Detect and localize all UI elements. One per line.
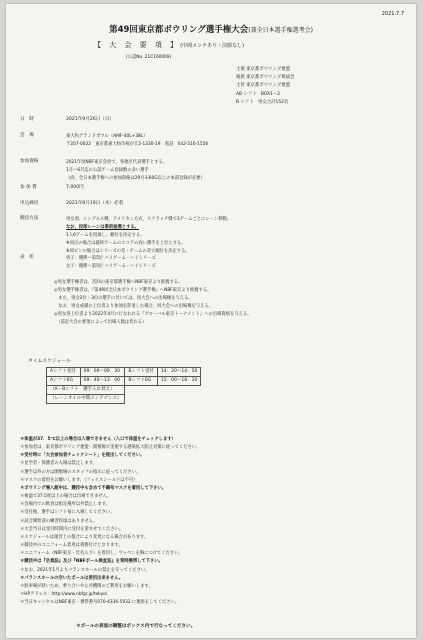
publication-number: (公認No. 21C160009) xyxy=(126,55,172,60)
value-method xyxy=(66,216,231,256)
schedule-cell: Aシフト6G xyxy=(47,377,81,386)
recommendation-line: ◎男女選手権者は、次回の東京都選手権へNBF東京より推薦する。 xyxy=(54,280,183,285)
value-awards xyxy=(66,255,156,271)
time-schedule-table xyxy=(46,367,201,404)
note-line: ＊競技中のユニフォーム着用は義務付けとなります。 xyxy=(20,543,123,549)
schedule-empty xyxy=(125,386,201,395)
schedule-cell: 15：00～18：20 xyxy=(157,377,200,386)
label-deadline: 申込締切 xyxy=(20,201,39,206)
label-date: 日 時 xyxy=(20,117,34,122)
document-title xyxy=(6,25,416,36)
subtitle xyxy=(94,41,244,50)
value-deadline: 2021年8月19日（木）必着 xyxy=(66,201,124,206)
organizers xyxy=(236,66,294,107)
method-line: 男女別、シングルス戦、アメリカン方式、スクラッチ戦で3ゲームごとにレーン移動。 xyxy=(66,217,232,222)
note-line: ＊パランスホールの空いたボールは使用出来ません。 xyxy=(20,575,124,581)
schedule-cell: Aシフト受付 xyxy=(47,368,81,377)
notes-list xyxy=(20,436,200,607)
organizer-line: 後援 東京都ボウリング場協会 xyxy=(236,75,295,81)
note-line: ＊当日キャンセルはNBF東京・携帯番号070-4336-5932 に連絡をしてください。 xyxy=(20,600,180,606)
schedule-row xyxy=(47,395,201,404)
note-line: ＊会場内での飲食は指定場所以外禁止します。 xyxy=(20,502,110,508)
note-line: ＊スケジュールは運営上の都合により変更になる場合があります。 xyxy=(20,534,149,540)
schedule-cell: （レーンオイル中間メンテナンス） xyxy=(47,395,125,404)
organizer-line: 主管 東京都ボウリング連盟 xyxy=(236,83,290,89)
recommendation-line: ◎男女各上位者より2022年4月に行なわれる『グローバル東京トーナメント』への出場資格を与える。 xyxy=(54,312,252,317)
organizer-line: AB シフト BOX1～2 xyxy=(236,91,281,97)
venue-line: 〒207-0022 東京都東大和市桜が丘2-1330-19 電話 042-516-1556 xyxy=(66,142,209,147)
recommendation-line: また、男女2位・3位の選手に付いては、同大会への出場権を与える。 xyxy=(54,296,193,301)
note-line: ＊HPアドレス：http://www.nbfgr.jp/tokyo/ xyxy=(20,591,108,597)
value-eligibility xyxy=(66,159,205,183)
note-line: ＊選手以外の方は開催場のスタッフの指示に従ってください。 xyxy=(20,469,141,475)
recommendation-line: なお、男女成績の上位者より参加を辞退した場合、同大会への出場権を与える。 xyxy=(54,304,213,309)
value-fee: 7,000円 xyxy=(66,185,84,190)
note-line: ＊検温で37.5度以上の場合は出場できません。 xyxy=(20,494,112,500)
recommendation-line: ◎男女選手権者は、『第49回全日本ボウリング選手権』へNBF東京より推薦する。 xyxy=(54,288,212,293)
note-line: ＊体温が37．5℃以上の場合は入場できません（入口で体温をチェックします） xyxy=(20,437,176,442)
document-page xyxy=(6,4,416,638)
venue-line: 東大和グランドボウル（AMF-40L+38L） xyxy=(66,134,148,139)
note-line: ＊マスクの着用をお願いします。（フェイスシールドは不可） xyxy=(20,477,138,483)
note-line: ＊受付時に「大会参加者チェックシート」を提出してください。 xyxy=(20,453,145,459)
label-fee: 参 加 費 xyxy=(20,185,37,190)
schedule-row xyxy=(47,386,201,395)
closing-note: ＊ボールの表面の調整はボックス内で行なってください。 xyxy=(76,624,196,629)
eligibility-line: 2021年度NBF東京会員で、各地区代表選手とする。 xyxy=(66,160,168,165)
label-method: 競技方法 xyxy=(20,216,39,221)
label-awards: 表 彰 xyxy=(20,255,34,260)
organizer-line: B シフト 男女合計152名 xyxy=(236,99,289,105)
schedule-heading: タイムスケジュール xyxy=(28,359,71,364)
note-line: ＊駐車場が狭いため、乗り合いや公共機関のご利用をお願いします。 xyxy=(20,583,153,589)
note-line: ＊受付後、選手はシフト毎に入場してください。 xyxy=(20,510,115,516)
label-venue: 会 場 xyxy=(20,133,34,138)
note-line: ＊試合開始前の練習投球はありません。 xyxy=(20,518,98,524)
title-note: (兼全日本選手権選考会) xyxy=(248,27,313,34)
note-line: ＊競技中は『会員証』及び『NBFボール検査証』を常時携帯して下さい。 xyxy=(20,559,163,565)
organizer-line: 主催 東京都ボウリング連盟 xyxy=(236,67,290,72)
title-main: 第49回東京都ボウリング選手権大会 xyxy=(109,25,249,35)
subtitle-note: (中間メンテあり・決勝なし) xyxy=(180,43,245,49)
note-line: ＊ボウリング場入館中は、競技中も含めて不織布マスクを着用して下さい。 xyxy=(20,485,167,491)
awards-line: 女子：優勝～第5位 ハイゲーム・ハイシリーズ xyxy=(66,264,156,269)
schedule-cell: 09：00～09：30 xyxy=(80,368,125,377)
subtitle-main: 【 大 会 要 項 】 xyxy=(94,41,181,49)
value-date: 2021年9月26日（日） xyxy=(66,117,115,122)
recommendation-notes xyxy=(54,279,252,327)
method-line: なお、投球レーンは事前抽選とする。 xyxy=(66,225,139,230)
note-line: ＊大会当日は受付時間内に受付を済ませてください。 xyxy=(20,526,124,532)
method-line: ※同点の場合は最終ゲームのスコアの高い選手を上位とする。 xyxy=(66,241,186,246)
label-eligibility: 参加資格 xyxy=(20,159,39,164)
schedule-cell: Bシフト6G xyxy=(125,377,158,386)
note-line: ＊見学者・保護者の入場は禁止します。 xyxy=(20,461,97,467)
method-line: 1人6ゲームを投球し、順位を決定する。 xyxy=(66,233,145,238)
recommendation-line: （前記大会の要項によって出場人数は変わる） xyxy=(54,320,147,325)
document-date: 2021.7.7 xyxy=(381,11,404,17)
schedule-empty xyxy=(125,395,201,404)
schedule-cell: 09：40～13：00 xyxy=(80,377,125,386)
schedule-cell: Bシフト受付 xyxy=(125,368,158,377)
method-line: ※同ピンの場合はシリーズの差・ゲームの差で順位を決定する。 xyxy=(66,249,190,254)
note-line: ＊なお、2021年1月よりバランスホールの禁止を守ってください。 xyxy=(20,567,150,573)
schedule-cell: 14：20～14：50 xyxy=(157,368,200,377)
eligibility-line: 1月～6月迄の公認ゲーム登録数の多い選手 xyxy=(66,168,149,173)
schedule-cell: （A・Bシフト 選手入れ替え） xyxy=(47,386,125,395)
value-venue xyxy=(66,133,208,149)
awards-line: 男子：優勝～第5位 ハイゲーム・ハイシリーズ xyxy=(66,256,156,261)
eligibility-line: （尚、全日本選手権への参加資格は29月末60G以上の本部登録が必要） xyxy=(66,176,205,181)
schedule-row xyxy=(47,377,201,386)
note-line: ＊ユニフォーム（NBF東京・氏名入り）を着用し、ワッペンを胸につけてください。 xyxy=(20,551,183,557)
note-line: ＊参加者は、東京都ボウリング連盟・開催場で実施する感染拡大防止対策に従ってください。 xyxy=(20,445,201,451)
schedule-row xyxy=(47,368,201,377)
